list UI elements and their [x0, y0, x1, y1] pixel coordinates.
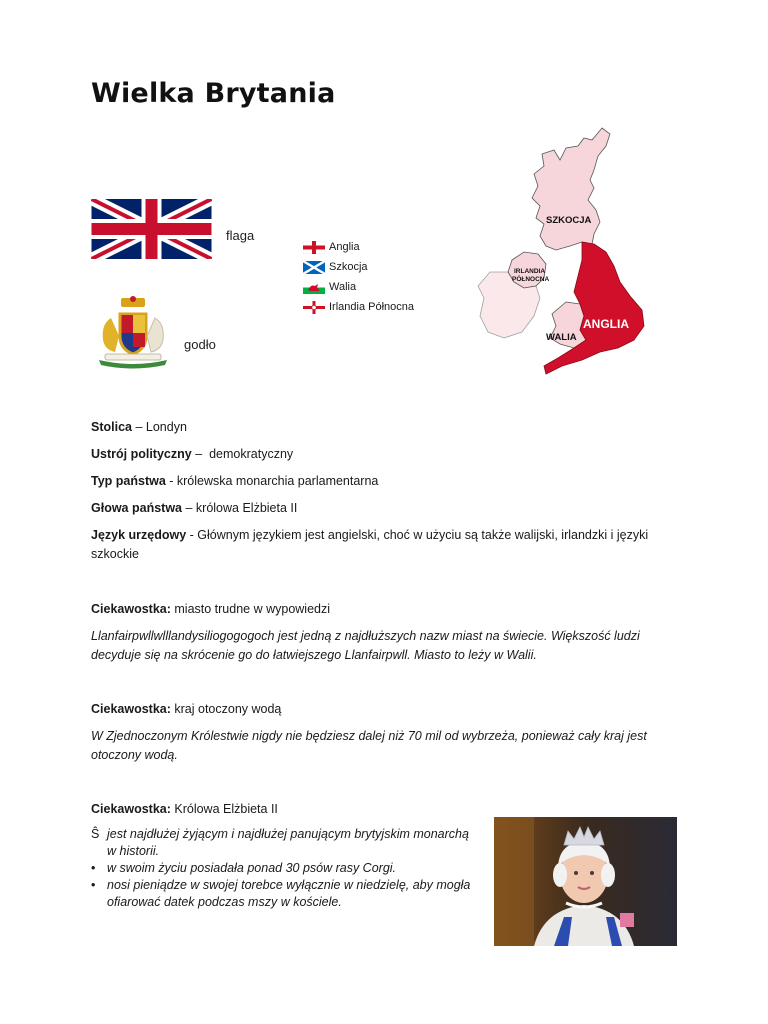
curiosity-label: Ciekawostka: [91, 602, 171, 616]
page-title: Wielka Brytania [91, 78, 336, 109]
queen-photo [494, 817, 677, 946]
fact-item [91, 445, 681, 464]
list-item-text: jest najdłużej żyjącym i najdłużej panującym brytyjskim monarchą w historii. [107, 827, 469, 858]
fact-label: Głowa państwa [91, 501, 182, 515]
facts-list [91, 418, 681, 572]
flag-caption: flaga [226, 228, 255, 243]
bullet-mark: Ŝ [91, 827, 100, 841]
map-region-scotland [532, 128, 610, 250]
coat-of-arms [93, 294, 173, 370]
list-item-text: w swoim życiu posiadała ponad 30 psów rasy Corgi. [107, 861, 397, 875]
fact-value: Głównym językiem jest angielski, choć w użyciu są także walijski, irlandzki i języki szkockie [91, 528, 649, 561]
emblem-caption: godło [184, 337, 216, 352]
scotland-flag-icon [303, 261, 325, 274]
fact-separator: - [186, 528, 198, 542]
curiosity-label: Ciekawostka: [91, 802, 171, 816]
curiosity-topic: kraj otoczony wodą [170, 702, 282, 716]
fact-label: Typ państwa [91, 474, 166, 488]
fact-value: królowa Elżbieta II [195, 501, 298, 515]
queen-facts-list [91, 826, 471, 911]
map-label-scotland: SZKOCJA [546, 215, 592, 226]
map-label-wales: WALIA [546, 332, 577, 343]
legend-label: Anglia [329, 241, 360, 253]
legend-label: Irlandia Północna [329, 301, 415, 313]
legend-label: Szkocja [329, 261, 368, 273]
map-label-northern-ireland-2: PÓŁNOCNA [512, 276, 550, 283]
curiosity-heading [91, 600, 681, 619]
bullet-mark: • [91, 878, 96, 892]
union-jack-flag [91, 199, 212, 259]
curiosity-block [91, 600, 681, 665]
map-legend [303, 237, 453, 317]
fact-value: Londyn [145, 420, 187, 434]
fact-item [91, 418, 681, 437]
legend-item [303, 277, 453, 297]
curiosity-text: Llanfairpwllwlllandysiliogogogoch jest jedną z najdłuższych nazw miast na świecie. Większość ludzi decyduje się na skrócenie go do łatwiejszego Llanfairpwll. Miasto to leży w Walii. [91, 629, 640, 662]
map-label-northern-ireland-1: IRLANDIA [514, 268, 546, 275]
list-item [91, 826, 471, 860]
uk-map [474, 126, 649, 376]
map-label-england: ANGLIA [583, 317, 629, 331]
curiosity-label: Ciekawostka: [91, 702, 171, 716]
legend-label: Walia [329, 281, 357, 293]
curiosity-topic: Królowa Elżbieta II [170, 802, 278, 816]
fact-item [91, 526, 681, 564]
fact-label: Język urzędowy [91, 528, 187, 542]
list-item-text: nosi pieniądze w swojej torebce wyłącznie w niedzielę, aby mogła ofiarować datek podczas mszy w kościele. [107, 878, 471, 909]
fact-item [91, 472, 681, 491]
fact-separator: – [191, 447, 210, 461]
fact-separator: - [165, 474, 177, 488]
curiosity-heading [91, 700, 681, 719]
fact-separator: – [182, 501, 196, 515]
wales-flag-icon [303, 281, 325, 294]
northern-ireland-flag-icon [303, 301, 325, 314]
fact-value: królewska monarchia parlamentarna [176, 474, 379, 488]
fact-value: demokratyczny [209, 447, 294, 461]
fact-separator: – [132, 420, 146, 434]
bullet-mark: • [91, 861, 96, 875]
fact-label: Ustrój polityczny [91, 447, 192, 461]
list-item [91, 860, 471, 877]
curiosity-topic: miasto trudne w wypowiedzi [170, 602, 331, 616]
curiosity-block [91, 700, 681, 765]
england-flag-icon [303, 241, 325, 254]
legend-item [303, 237, 453, 257]
fact-item [91, 499, 681, 518]
list-item [91, 877, 471, 911]
legend-item [303, 297, 453, 317]
curiosity-text: W Zjednoczonym Królestwie nigdy nie będziesz dalej niż 70 mil od wybrzeża, ponieważ cały kraj jest otoczony wodą. [91, 729, 647, 762]
legend-item [303, 257, 453, 277]
fact-label: Stolica [91, 420, 132, 434]
